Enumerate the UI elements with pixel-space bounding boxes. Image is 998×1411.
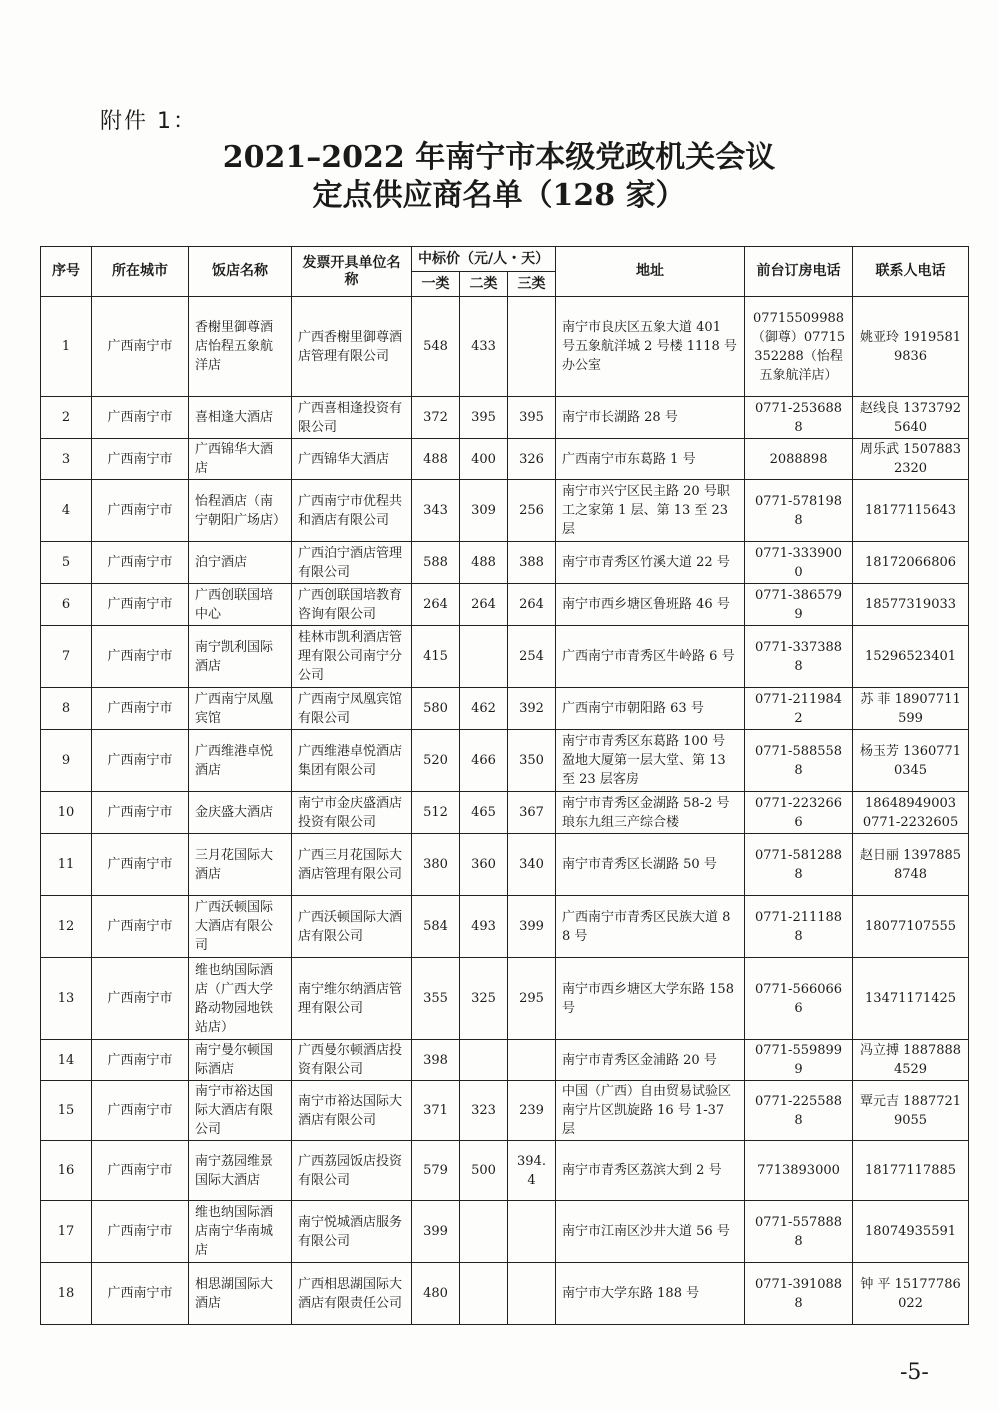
row-invoice: 广西泊宁酒店管理有限公司 <box>292 542 412 584</box>
row-hotel: 金庆盛大酒店 <box>189 792 292 834</box>
row-hotel: 广西南宁凤凰宾馆 <box>189 688 292 730</box>
row-price-class2: 323 <box>460 1081 508 1141</box>
row-contact: 杨玉芳 13607710345 <box>853 730 969 792</box>
row-price-class2 <box>460 1263 508 1325</box>
row-seq: 14 <box>41 1040 92 1081</box>
row-price-class1: 372 <box>412 397 460 439</box>
row-front-phone: 2088898 <box>745 439 853 480</box>
row-hotel: 广西沃顿国际大酒店有限公司 <box>189 896 292 958</box>
row-contact: 钟 平 15177786022 <box>853 1263 969 1325</box>
row-address: 南宁市青秀区金湖路 58-2 号琅东九组三产综合楼 <box>556 792 745 834</box>
row-city: 广西南宁市 <box>92 1201 189 1263</box>
row-address: 南宁市青秀区金浦路 20 号 <box>556 1040 745 1081</box>
row-price-class1: 343 <box>412 480 460 542</box>
header-invoice: 发票开具单位名称 <box>292 247 412 297</box>
row-invoice: 南宁市金庆盛酒店投资有限公司 <box>292 792 412 834</box>
row-front-phone: 0771-2536888 <box>745 397 853 439</box>
row-contact: 姚亚玲 19195819836 <box>853 297 969 397</box>
row-invoice: 广西锦华大酒店 <box>292 439 412 480</box>
header-class1: 一类 <box>412 272 460 297</box>
row-seq: 4 <box>41 480 92 542</box>
row-address: 南宁市良庆区五象大道 401 号五象航洋城 2 号楼 1118 号办公室 <box>556 297 745 397</box>
header-class2: 二类 <box>460 272 508 297</box>
row-address: 南宁市大学东路 188 号 <box>556 1263 745 1325</box>
row-price-class2 <box>460 1040 508 1081</box>
table-row <box>41 542 969 584</box>
header-seq: 序号 <box>41 247 92 297</box>
row-price-class3: 340 <box>508 834 556 896</box>
table-row <box>41 1263 969 1325</box>
row-front-phone: 0771-5812888 <box>745 834 853 896</box>
row-contact: 18074935591 <box>853 1201 969 1263</box>
row-seq: 6 <box>41 584 92 626</box>
row-front-phone: 0771-3339000 <box>745 542 853 584</box>
row-invoice: 广西维港卓悦酒店集团有限公司 <box>292 730 412 792</box>
row-invoice: 南宁维尔纳酒店管理有限公司 <box>292 958 412 1040</box>
row-price-class2: 493 <box>460 896 508 958</box>
row-front-phone: 0771-2255888 <box>745 1081 853 1141</box>
row-price-class3 <box>508 1040 556 1081</box>
table-row <box>41 958 969 1040</box>
table-row <box>41 896 969 958</box>
table-row <box>41 439 969 480</box>
row-front-phone: 07715509988（御尊）07715352288（怡程五象航洋店） <box>745 297 853 397</box>
row-city: 广西南宁市 <box>92 397 189 439</box>
row-invoice: 广西南宁凤凰宾馆有限公司 <box>292 688 412 730</box>
row-seq: 12 <box>41 896 92 958</box>
table-row <box>41 730 969 792</box>
row-front-phone: 0771-5885588 <box>745 730 853 792</box>
row-price-class3: 367 <box>508 792 556 834</box>
row-hotel: 相思湖国际大酒店 <box>189 1263 292 1325</box>
row-city: 广西南宁市 <box>92 896 189 958</box>
row-city: 广西南宁市 <box>92 834 189 896</box>
row-price-class3 <box>508 297 556 397</box>
row-seq: 16 <box>41 1141 92 1201</box>
row-front-phone: 0771-2119842 <box>745 688 853 730</box>
table-row <box>41 297 969 397</box>
row-price-class3: 399 <box>508 896 556 958</box>
row-seq: 13 <box>41 958 92 1040</box>
row-price-class2: 466 <box>460 730 508 792</box>
row-invoice: 南宁市裕达国际大酒店有限公司 <box>292 1081 412 1141</box>
header-class3: 三类 <box>508 272 556 297</box>
row-contact: 冯立搏 18878884529 <box>853 1040 969 1081</box>
table-row <box>41 1081 969 1141</box>
row-price-class3: 254 <box>508 626 556 688</box>
row-invoice: 广西荔园饭店投资有限公司 <box>292 1141 412 1201</box>
row-front-phone: 0771-3910888 <box>745 1263 853 1325</box>
row-price-class2 <box>460 1201 508 1263</box>
table-row <box>41 792 969 834</box>
row-city: 广西南宁市 <box>92 1141 189 1201</box>
row-front-phone: 0771-2232666 <box>745 792 853 834</box>
row-price-class1: 488 <box>412 439 460 480</box>
row-city: 广西南宁市 <box>92 1081 189 1141</box>
row-address: 南宁市西乡塘区大学东路 158 号 <box>556 958 745 1040</box>
row-contact: 15296523401 <box>853 626 969 688</box>
supplier-table <box>40 246 969 1325</box>
row-price-class1: 399 <box>412 1201 460 1263</box>
row-hotel: 广西维港卓悦酒店 <box>189 730 292 792</box>
row-price-class1: 398 <box>412 1040 460 1081</box>
row-hotel: 南宁市裕达国际大酒店有限公司 <box>189 1081 292 1141</box>
row-city: 广西南宁市 <box>92 542 189 584</box>
row-contact: 覃元吉 18877219055 <box>853 1081 969 1141</box>
row-seq: 17 <box>41 1201 92 1263</box>
row-front-phone: 0771-5781988 <box>745 480 853 542</box>
row-price-class2: 488 <box>460 542 508 584</box>
row-price-class1: 380 <box>412 834 460 896</box>
row-front-phone: 0771-3865799 <box>745 584 853 626</box>
row-contact: 苏 菲 18907711599 <box>853 688 969 730</box>
row-seq: 15 <box>41 1081 92 1141</box>
row-city: 广西南宁市 <box>92 730 189 792</box>
table-row <box>41 834 969 896</box>
row-front-phone: 0771-5660666 <box>745 958 853 1040</box>
row-contact: 18577319033 <box>853 584 969 626</box>
row-invoice: 广西喜相逢投资有限公司 <box>292 397 412 439</box>
row-price-class2: 462 <box>460 688 508 730</box>
row-price-class3: 350 <box>508 730 556 792</box>
row-city: 广西南宁市 <box>92 1263 189 1325</box>
row-price-class3: 239 <box>508 1081 556 1141</box>
header-hotel: 饭店名称 <box>189 247 292 297</box>
row-price-class2: 400 <box>460 439 508 480</box>
row-price-class2: 433 <box>460 297 508 397</box>
row-front-phone: 0771-2111888 <box>745 896 853 958</box>
row-hotel: 怡程酒店（南宁朝阳广场店） <box>189 480 292 542</box>
row-address: 南宁市兴宁区民主路 20 号职工之家第 1 层、第 13 至 23 层 <box>556 480 745 542</box>
row-contact: 周乐武 15078832320 <box>853 439 969 480</box>
row-seq: 5 <box>41 542 92 584</box>
row-seq: 3 <box>41 439 92 480</box>
row-contact: 18177117885 <box>853 1141 969 1201</box>
row-address: 中国（广西）自由贸易试验区南宁片区凯旋路 16 号 1-37 层 <box>556 1081 745 1141</box>
row-hotel: 广西锦华大酒店 <box>189 439 292 480</box>
row-price-class1: 580 <box>412 688 460 730</box>
row-hotel: 南宁凯利国际酒店 <box>189 626 292 688</box>
row-price-class1: 584 <box>412 896 460 958</box>
row-address: 南宁市青秀区荔滨大到 2 号 <box>556 1141 745 1201</box>
row-contact: 赵日丽 13978858748 <box>853 834 969 896</box>
row-address: 广西南宁市青秀区民族大道 88 号 <box>556 896 745 958</box>
row-city: 广西南宁市 <box>92 1040 189 1081</box>
table-row <box>41 626 969 688</box>
row-hotel: 泊宁酒店 <box>189 542 292 584</box>
row-price-class3: 392 <box>508 688 556 730</box>
row-contact: 18648949003 0771-2232605 <box>853 792 969 834</box>
row-contact: 13471171425 <box>853 958 969 1040</box>
row-hotel: 维也纳国际酒店（广西大学路动物园地铁站店） <box>189 958 292 1040</box>
row-price-class2 <box>460 626 508 688</box>
row-city: 广西南宁市 <box>92 958 189 1040</box>
row-seq: 9 <box>41 730 92 792</box>
row-city: 广西南宁市 <box>92 688 189 730</box>
row-city: 广西南宁市 <box>92 439 189 480</box>
row-address: 南宁市江南区沙井大道 56 号 <box>556 1201 745 1263</box>
row-contact: 18177115643 <box>853 480 969 542</box>
row-seq: 8 <box>41 688 92 730</box>
row-invoice: 广西沃顿国际大酒店有限公司 <box>292 896 412 958</box>
document-title-line1: 2021–2022 年南宁市本级党政机关会议 <box>222 140 776 175</box>
page-number: -5- <box>900 1360 929 1385</box>
row-price-class3: 256 <box>508 480 556 542</box>
row-front-phone: 7713893000 <box>745 1141 853 1201</box>
row-invoice: 南宁悦城酒店服务有限公司 <box>292 1201 412 1263</box>
row-price-class2: 395 <box>460 397 508 439</box>
row-price-class2: 264 <box>460 584 508 626</box>
row-address: 南宁市西乡塘区鲁班路 46 号 <box>556 584 745 626</box>
row-hotel: 维也纳国际酒店南宁华南城店 <box>189 1201 292 1263</box>
table-row <box>41 1040 969 1081</box>
row-price-class3 <box>508 1263 556 1325</box>
row-price-class3 <box>508 1201 556 1263</box>
header-city: 所在城市 <box>92 247 189 297</box>
row-price-class3: 295 <box>508 958 556 1040</box>
row-price-class1: 512 <box>412 792 460 834</box>
row-price-class1: 355 <box>412 958 460 1040</box>
row-price-class1: 579 <box>412 1141 460 1201</box>
row-address: 南宁市长湖路 28 号 <box>556 397 745 439</box>
row-price-class1: 415 <box>412 626 460 688</box>
row-invoice: 广西香榭里御尊酒店管理有限公司 <box>292 297 412 397</box>
document-title-line2: 定点供应商名单（128 家） <box>312 178 686 213</box>
row-invoice: 桂林市凯利酒店管理有限公司南宁分公司 <box>292 626 412 688</box>
row-hotel: 香榭里御尊酒店怡程五象航洋店 <box>189 297 292 397</box>
row-invoice: 广西南宁市优程共和酒店有限公司 <box>292 480 412 542</box>
row-price-class3: 394.4 <box>508 1141 556 1201</box>
row-contact: 赵线良 13737925640 <box>853 397 969 439</box>
header-front-phone: 前台订房电话 <box>745 247 853 297</box>
row-invoice: 广西曼尔顿酒店投资有限公司 <box>292 1040 412 1081</box>
row-price-class1: 588 <box>412 542 460 584</box>
table-row <box>41 584 969 626</box>
table-row <box>41 1141 969 1201</box>
header-contact: 联系人电话 <box>853 247 969 297</box>
row-seq: 1 <box>41 297 92 397</box>
row-contact: 18172066806 <box>853 542 969 584</box>
header-address: 地址 <box>556 247 745 297</box>
row-price-class2: 360 <box>460 834 508 896</box>
row-hotel: 广西创联国培中心 <box>189 584 292 626</box>
row-contact: 18077107555 <box>853 896 969 958</box>
row-front-phone: 0771-5578888 <box>745 1201 853 1263</box>
row-address: 广西南宁市青秀区牛岭路 6 号 <box>556 626 745 688</box>
row-price-class3: 326 <box>508 439 556 480</box>
row-city: 广西南宁市 <box>92 584 189 626</box>
row-price-class1: 520 <box>412 730 460 792</box>
row-city: 广西南宁市 <box>92 297 189 397</box>
row-front-phone: 0771-3373888 <box>745 626 853 688</box>
row-hotel: 南宁曼尔顿国际酒店 <box>189 1040 292 1081</box>
row-price-class2: 500 <box>460 1141 508 1201</box>
row-city: 广西南宁市 <box>92 480 189 542</box>
row-price-class2: 465 <box>460 792 508 834</box>
row-seq: 11 <box>41 834 92 896</box>
row-price-class1: 371 <box>412 1081 460 1141</box>
row-city: 广西南宁市 <box>92 626 189 688</box>
row-price-class1: 548 <box>412 297 460 397</box>
row-price-class2: 309 <box>460 480 508 542</box>
row-price-class3: 395 <box>508 397 556 439</box>
row-price-class3: 388 <box>508 542 556 584</box>
row-price-class3: 264 <box>508 584 556 626</box>
row-address: 南宁市青秀区竹溪大道 22 号 <box>556 542 745 584</box>
row-price-class2: 325 <box>460 958 508 1040</box>
table-row <box>41 397 969 439</box>
attachment-label: 附件 1： <box>100 109 197 134</box>
header-price: 中标价（元/人・天） <box>412 247 556 272</box>
row-seq: 18 <box>41 1263 92 1325</box>
row-seq: 2 <box>41 397 92 439</box>
row-address: 广西南宁市朝阳路 63 号 <box>556 688 745 730</box>
row-address: 南宁市青秀区长湖路 50 号 <box>556 834 745 896</box>
row-price-class1: 480 <box>412 1263 460 1325</box>
row-invoice: 广西创联国培教育咨询有限公司 <box>292 584 412 626</box>
row-price-class1: 264 <box>412 584 460 626</box>
table-row <box>41 480 969 542</box>
row-address: 南宁市青秀区东葛路 100 号盈地大厦第一层大堂、第 13 至 23 层客房 <box>556 730 745 792</box>
row-invoice: 广西相思湖国际大酒店有限责任公司 <box>292 1263 412 1325</box>
row-hotel: 喜相逢大酒店 <box>189 397 292 439</box>
row-invoice: 广西三月花国际大酒店管理有限公司 <box>292 834 412 896</box>
row-front-phone: 0771-5598999 <box>745 1040 853 1081</box>
row-seq: 7 <box>41 626 92 688</box>
row-address: 广西南宁市东葛路 1 号 <box>556 439 745 480</box>
row-city: 广西南宁市 <box>92 792 189 834</box>
table-row <box>41 688 969 730</box>
row-seq: 10 <box>41 792 92 834</box>
row-hotel: 南宁荔园维景国际大酒店 <box>189 1141 292 1201</box>
row-hotel: 三月花国际大酒店 <box>189 834 292 896</box>
table-row <box>41 1201 969 1263</box>
